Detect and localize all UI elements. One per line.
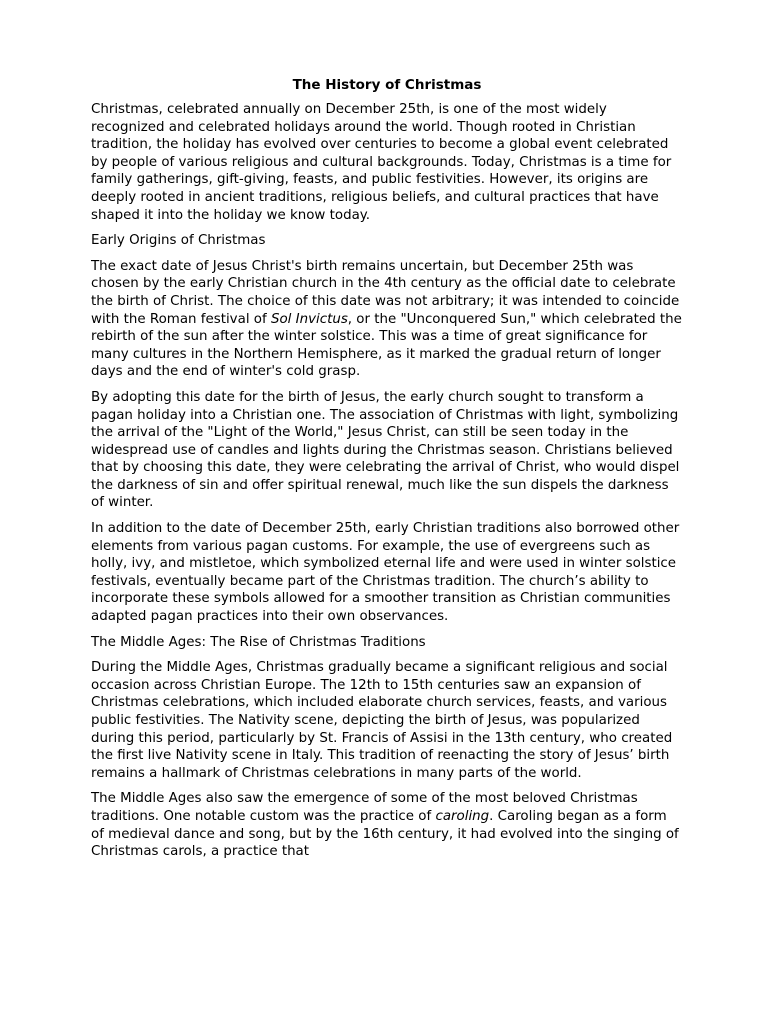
- paragraph-text: The exact date of Jesus Christ's birth remains uncertain, but December 25th was chosen by the early Christian church in the 4th century as the official date to celebrate the birth of Christ. The choice of this date was not arbitrary; it was intended to coincide with the Roman festival of: [91, 258, 680, 327]
- section-heading-middle-ages: The Middle Ages: The Rise of Christmas Traditions: [91, 634, 426, 650]
- paragraph-text: . Caroling began as a form of medieval dance and song, but by the 16th century, it had evolved into the singing of Christmas carols, a practice that: [91, 808, 679, 860]
- paragraph-exact-date: [91, 258, 683, 381]
- document-title: The History of Christmas: [292, 77, 482, 93]
- emphasis-caroling: caroling: [435, 808, 490, 824]
- paragraph-caroling: [91, 790, 683, 860]
- paragraph-text: , or the "Unconquered Sun," which celebrated the rebirth of the sun after the winter solstice. This was a time of great significance for many cultures in the Northern Hemisphere, as it marked the gradual return of longer days and the end of winter's cold grasp.: [91, 311, 682, 380]
- section-heading-early-origins: Early Origins of Christmas: [91, 233, 266, 249]
- paragraph-pagan-customs: In addition to the date of December 25th, early Christian traditions also borrowed other elements from various pagan customs. For example, the use of evergreens such as holly, ivy, and mistletoe, which symbolized eternal life and were used in winter solstice festivals, eventually became part of the Christmas tradition. The church’s ability to incorporate these symbols allowed for a smoother transition as Christian communities adapted pagan practices into their own observances.: [91, 521, 680, 625]
- paragraph-adopting-date: By adopting this date for the birth of Jesus, the early church sought to transform a pagan holiday into a Christian one. The association of Christmas with light, symbolizing the arrival of the "Light of the World," Jesus Christ, can still be seen today in the widespread use of candles and lights during the Christmas season. Christians believed that by choosing this date, they were celebrating the arrival of Christ, who would dispel the darkness of sin and offer spiritual renewal, much like the sun dispels the darkness of winter.: [91, 389, 680, 511]
- intro-paragraph: Christmas, celebrated annually on December 25th, is one of the most widely recognized and celebrated holidays around the world. Though rooted in Christian tradition, the holiday has evolved over centuries to become a global event celebrated by people of various religious and cultural backgrounds. Today, Christmas is a time for family gatherings, gift-giving, feasts, and public festivities. However, its origins are deeply rooted in ancient traditions, religious beliefs, and cultural practices that have shaped it into the holiday we know today.: [91, 102, 672, 223]
- document-page: [91, 76, 683, 869]
- emphasis-sol-invictus: Sol Invictus: [270, 311, 348, 327]
- paragraph-middle-ages: During the Middle Ages, Christmas gradually became a significant religious and social occasion across Christian Europe. The 12th to 15th centuries saw an expansion of Christmas celebrations, which included elaborate church services, feasts, and various public festivities. The Nativity scene, depicting the birth of Jesus, was popularized during this period, particularly by St. Francis of Assisi in the 13th century, who created the first live Nativity scene in Italy. This tradition of reenacting the story of Jesus’ birth remains a hallmark of Christmas celebrations in many parts of the world.: [91, 660, 673, 781]
- paragraph-text: The Middle Ages also saw the emergence of some of the most beloved Christmas traditions. One notable custom was the practice of: [91, 791, 638, 824]
